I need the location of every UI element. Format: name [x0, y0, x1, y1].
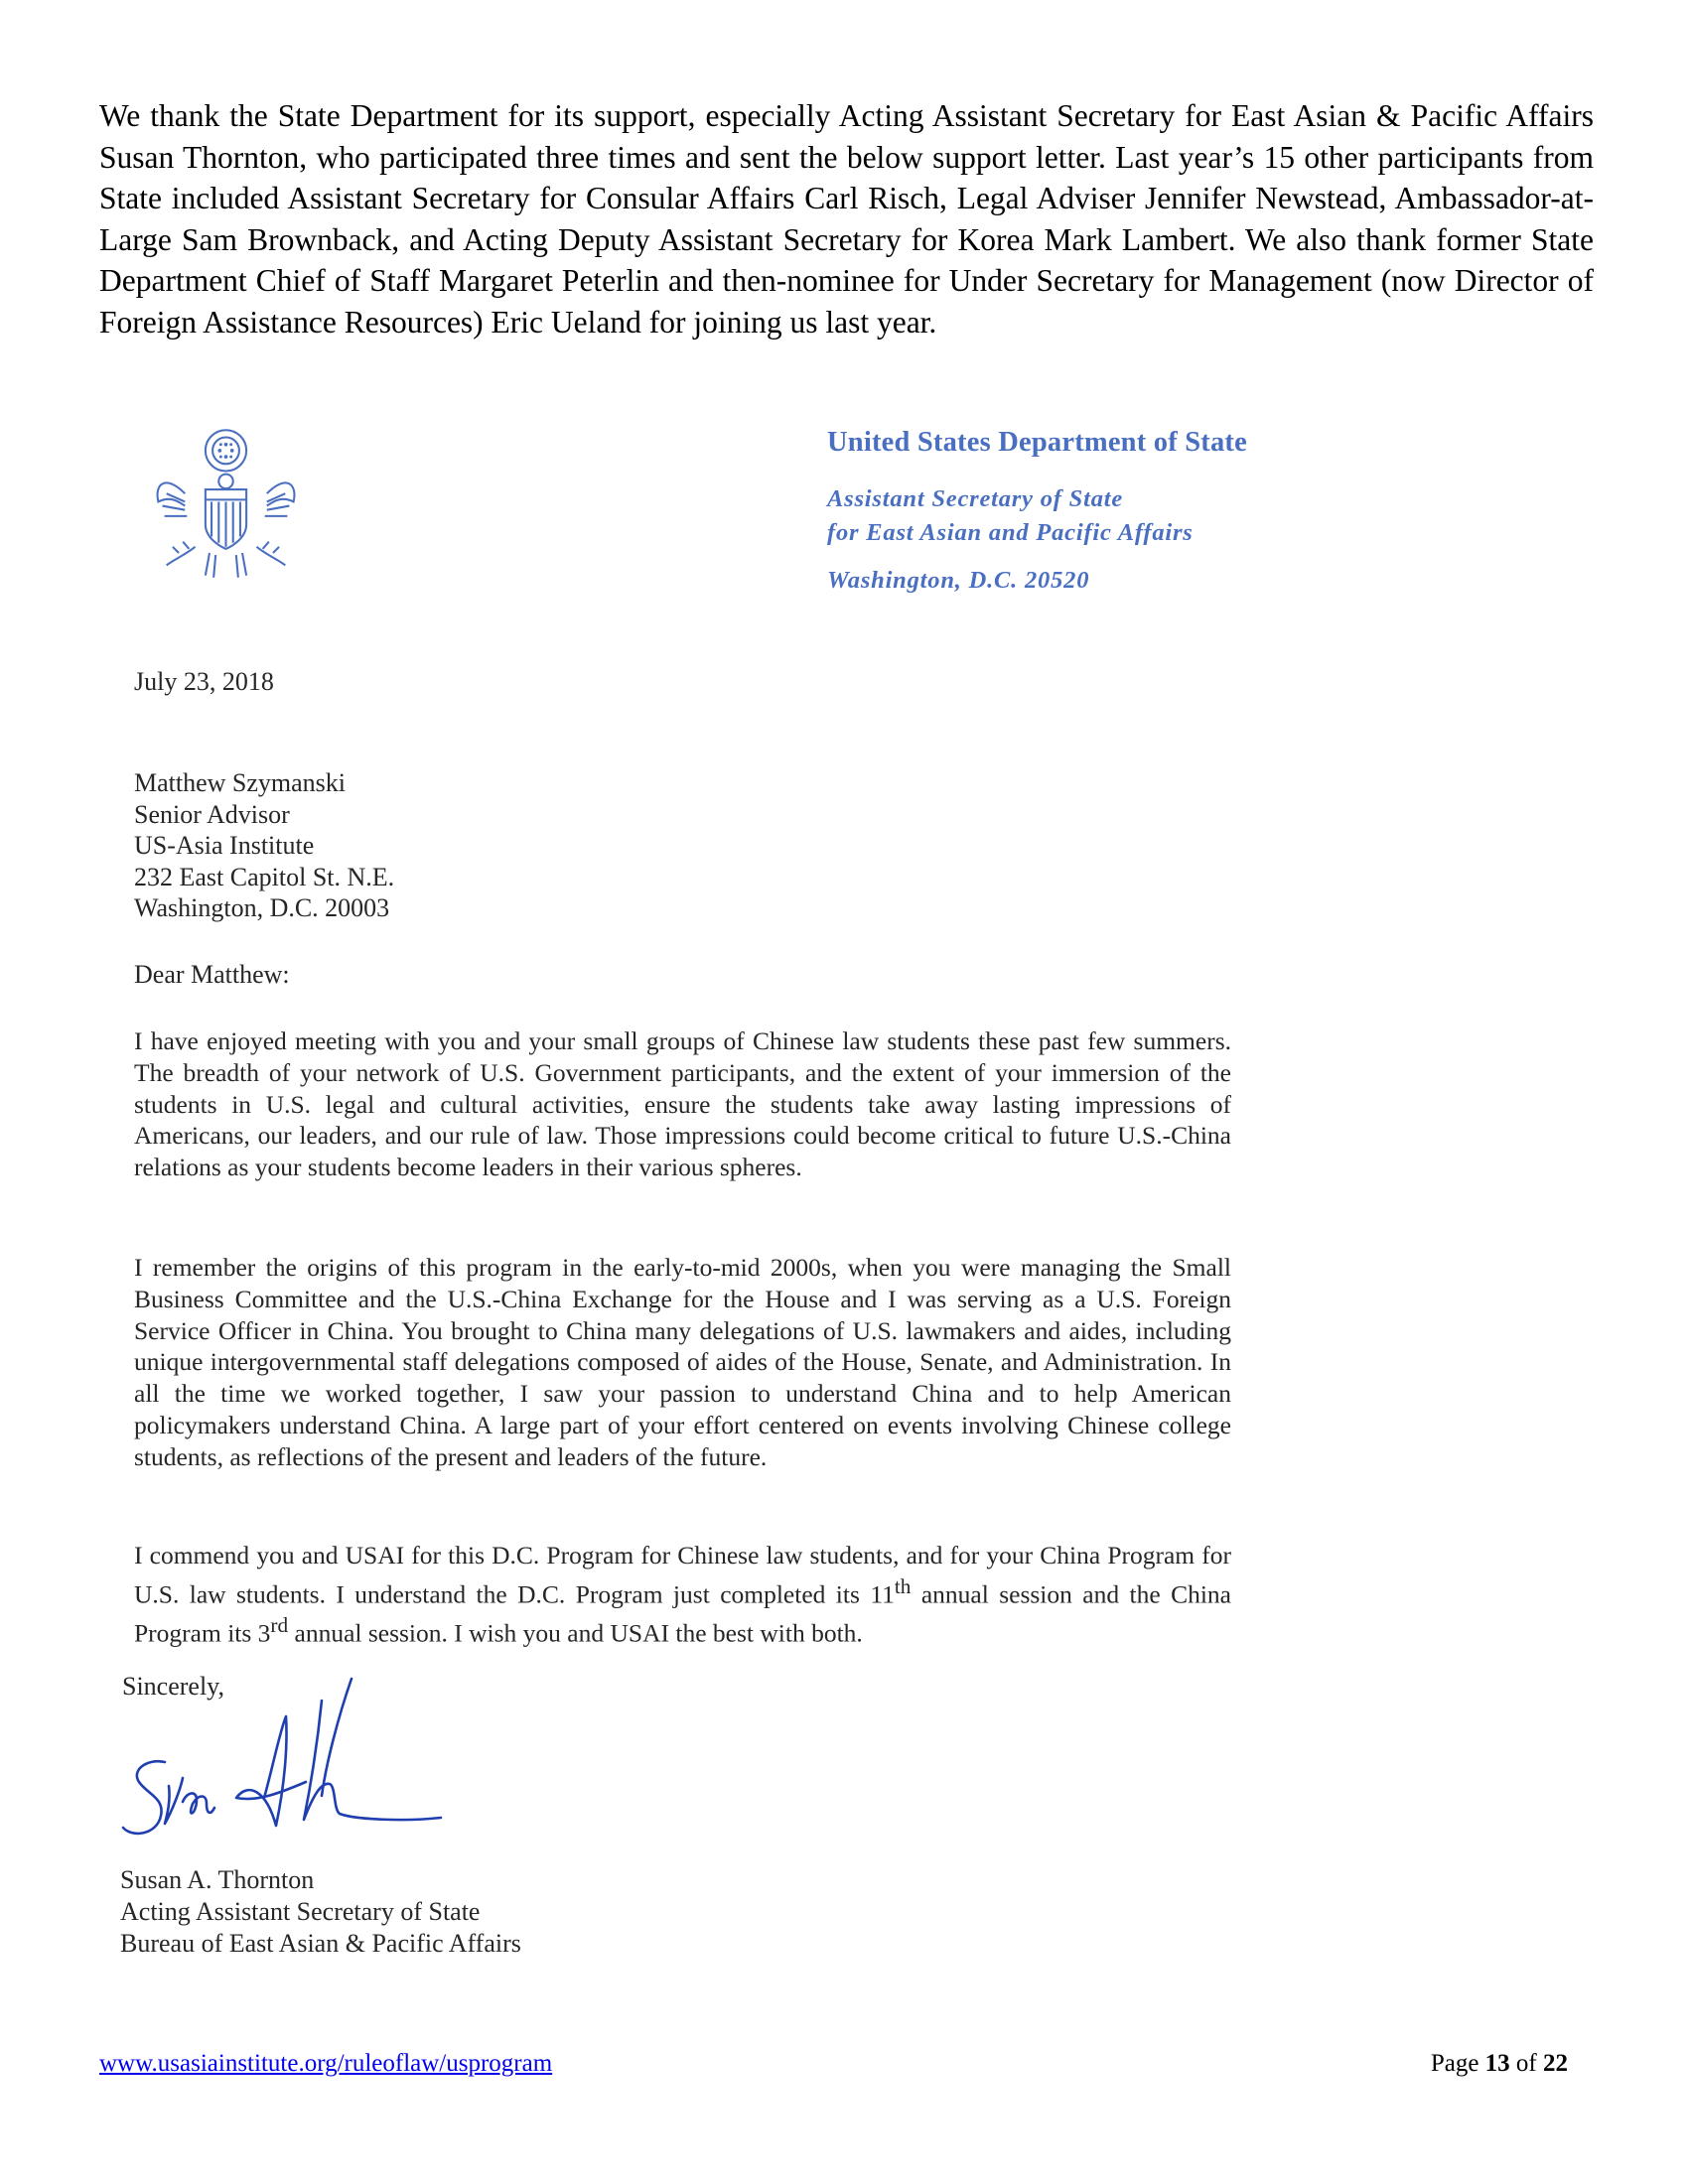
recipient-city: Washington, D.C. 20003 — [134, 893, 390, 922]
paragraph-3-part-b: annual session and the China Program its 3 — [134, 1579, 1231, 1648]
letterhead-city: Washington, D.C. 20520 — [827, 567, 1090, 594]
letter-date: July 23, 2018 — [134, 667, 274, 696]
handwritten-signature — [117, 1671, 465, 1859]
ordinal-suffix-11th: th — [894, 1573, 912, 1598]
page-of: of — [1515, 2050, 1537, 2077]
recipient-address — [134, 767, 1231, 924]
letterhead-office-line1: Assistant Secretary of State — [827, 485, 1124, 512]
ordinal-suffix-3rd: rd — [270, 1613, 289, 1638]
recipient-street: 232 East Capitol St. N.E. — [134, 862, 395, 891]
signer-title: Acting Assistant Secretary of State — [120, 1897, 481, 1926]
letterhead — [827, 427, 1247, 598]
letterhead-office-line2: for East Asian and Pacific Affairs — [827, 519, 1194, 546]
page-label: Page — [1430, 2050, 1479, 2077]
salutation: Dear Matthew: — [134, 960, 290, 989]
intro-paragraph: We thank the State Department for its support, especially Acting Assistant Secretary for East Asian & Pacific Affairs Susan Thornton, who participated three times and sent the below support letter. Last year’s 15 other participants from State included Assistant Secretary for Consular Affairs Carl Risch, Legal Adviser Jennifer Newstead, Ambassador-at-Large Sam Brownback, and Acting Deputy Assistant Secretary for Korea Mark Lambert. We also thank former State Department Chief of Staff Margaret Peterlin and then-nominee for Under Secretary for Management (now Director of Foreign Assistance Resources) Eric Ueland for joining us last year. — [99, 98, 1594, 340]
recipient-title: Senior Advisor — [134, 799, 290, 829]
page-total: 22 — [1543, 2050, 1568, 2077]
closing: Sincerely, — [122, 1672, 224, 1701]
great-seal-icon — [144, 422, 308, 586]
paragraph-3-part-c: annual session. I wish you and USAI the best with both. — [288, 1618, 863, 1648]
paragraph-3-part-a: I commend you and USAI for this D.C. Program for Chinese law students, and for your China Program for U.S. law students. I understand the D.C. Program just completed its 11 — [134, 1541, 1231, 1609]
page-current: 13 — [1484, 2050, 1510, 2077]
letter-paragraph-1: I have enjoyed meeting with you and your small groups of Chinese law students these past few summers. The breadth of your network of U.S. Government participants, and the extent of your immersion of the students in U.S. legal and cultural activities, ensure the students take away lasting impressions of Americans, our leaders, and our rule of law. Those impressions could become critical to future U.S.-China relations as your students become leaders in their various spheres. — [134, 1026, 1231, 1182]
page-number — [1431, 2050, 1568, 2078]
recipient-name: Matthew Szymanski — [134, 768, 347, 797]
signer-bureau: Bureau of East Asian & Pacific Affairs — [120, 1929, 521, 1958]
signer-name: Susan A. Thornton — [120, 1865, 315, 1894]
signature-block — [120, 1864, 521, 1960]
letterhead-title: United States Department of State — [827, 427, 1247, 458]
letter-paragraph-2: I remember the origins of this program in the early-to-mid 2000s, when you were managing the Small Business Committee and the U.S.-China Exchange for the House and I was serving as a U.S. Foreign Service Officer in China. You brought to China many delegations of U.S. lawmakers and aides, including unique intergovernmental staff delegations composed of aides of the House, Senate, and Administration. In all the time we worked together, I saw your passion to understand China and to help American policymakers understand China. A large part of your effort centered on events involving Chinese college students, as reflections of the present and leaders of the future. — [134, 1253, 1231, 1471]
letter-paragraph-3 — [134, 1540, 1231, 1649]
footer-url-link[interactable]: www.usasiainstitute.org/ruleoflaw/usprogram — [99, 2050, 553, 2077]
recipient-org: US-Asia Institute — [134, 831, 315, 860]
